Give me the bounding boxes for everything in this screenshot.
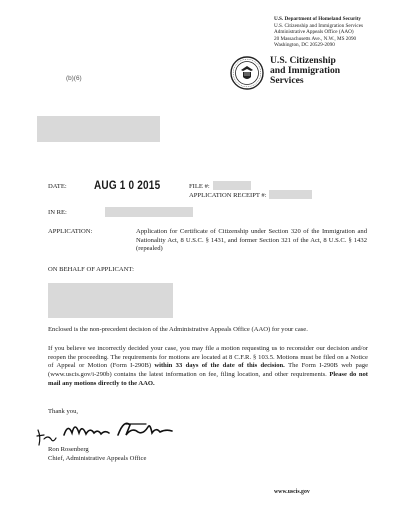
- date-stamp: AUG 1 0 2015: [94, 180, 161, 193]
- motion-deadline: within 33 days of the date of this decision.: [154, 362, 285, 370]
- signer-title: Chief, Administrative Appeals Office: [48, 455, 147, 462]
- redacted-receipt-number: [269, 190, 312, 199]
- handwritten-signature: [60, 415, 200, 445]
- uscis-logo-text: [270, 56, 340, 85]
- uscis-logo-line-1: U.S. Citizenship: [270, 55, 336, 66]
- date-label: DATE:: [48, 183, 67, 190]
- redacted-file-number: [213, 181, 251, 190]
- redacted-applicant-name: [105, 207, 193, 217]
- agency-line-3: 20 Massachusetts Ave., N.W., MS 2090: [274, 35, 357, 42]
- agency-line-2: Administrative Appeals Office (AAO): [274, 29, 354, 36]
- enclosed-paragraph: Enclosed is the non-precedent decision of the Administrative Appeals Office (AAO) for your case.: [48, 326, 308, 333]
- uscis-logo-line-2: and Immigration: [270, 64, 341, 76]
- redaction-code: (b)(6): [66, 75, 82, 82]
- agency-line-4: Washington, DC 20529-2090: [274, 42, 335, 49]
- application-receipt-label: APPLICATION RECEIPT #:: [189, 192, 267, 199]
- application-description: Application for Certificate of Citizenship under Section 320 of the Immigration and Nationality Act, 8 U.S.C. § 1431, and former Section 321 of the Act, 8 U.S.C. § 1432 (repealed): [136, 228, 367, 253]
- signer-name: Ron Rosenberg: [48, 446, 89, 453]
- agency-department: U.S. Department of Homeland Security: [274, 16, 362, 22]
- agency-address: [274, 16, 363, 49]
- motion-text-1: If you believe we incorrectly decided your case, you may file a motion requesting us to reconsider our decision and/or reopen the proceeding. The requirements for motions are located at 8 C.F.R. § 103.5. Motions must be filed on a Notice of Appeal or Motion (Form I-290B): [48, 345, 368, 370]
- in-re-label: IN RE:: [48, 209, 67, 216]
- redacted-applicant-block: [48, 283, 173, 318]
- uscis-logo-line-3: Services: [270, 74, 304, 86]
- dhs-seal-icon: [230, 56, 264, 90]
- motion-paragraph: [48, 345, 368, 389]
- motion-mail-warning: Please do not mail any motions directly to the AAO.: [48, 371, 369, 387]
- file-number-label: FILE #:: [189, 183, 210, 190]
- redacted-address-block: [37, 116, 160, 142]
- agency-line-1: U.S. Citizenship and Immigration Services: [274, 22, 364, 29]
- closing-text: Thank you,: [48, 408, 79, 415]
- application-label: APPLICATION:: [48, 228, 93, 235]
- footer-url: www.uscis.gov: [274, 489, 310, 495]
- on-behalf-label: ON BEHALF OF APPLICANT:: [48, 266, 134, 273]
- motion-text-2: The Form I-290B web page (www.uscis.gov/i-290b) contains the latest information on fee, filing location, and other requirements.: [48, 362, 369, 379]
